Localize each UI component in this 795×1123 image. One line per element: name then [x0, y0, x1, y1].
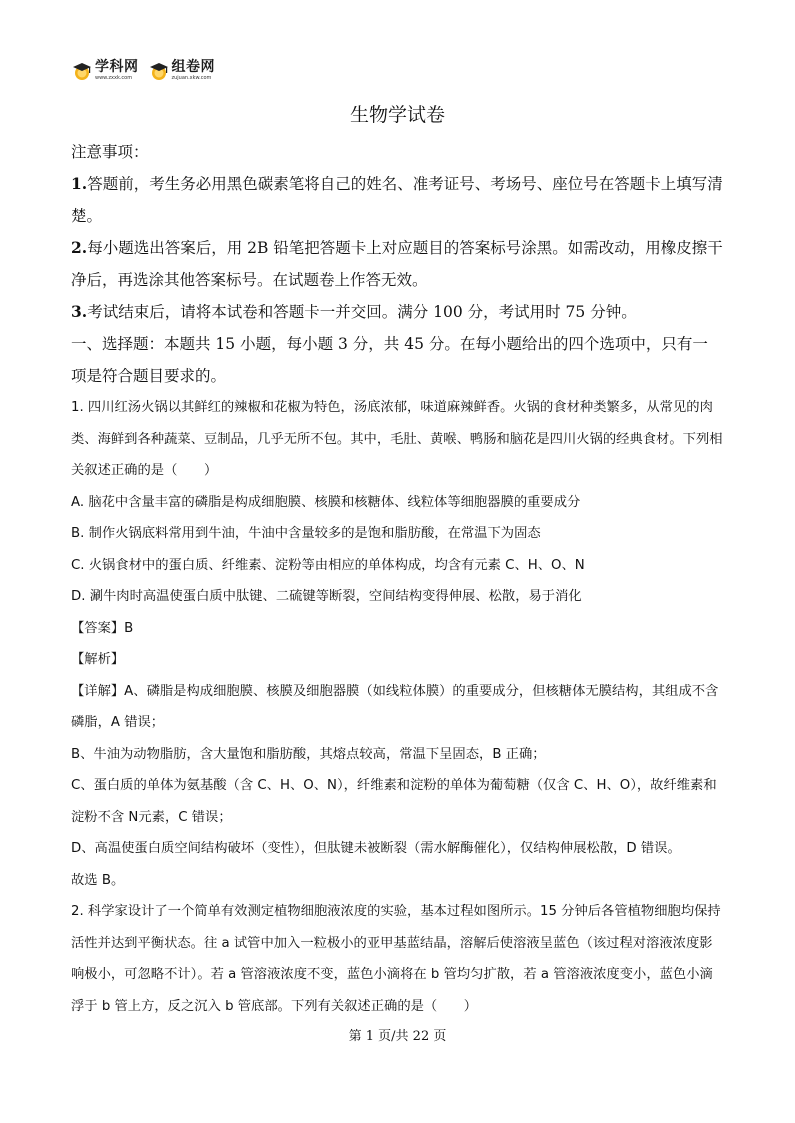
zujuanwang-logo [149, 60, 216, 81]
analysis-label: 【解析】 [71, 652, 125, 667]
question-1-option-c: C. 火锅食材中的蛋白质、纤维素、淀粉等由相应的单体构成，均含有元素 C、H、O、N [71, 557, 585, 573]
question-2-stem: 2. 科学家设计了一个简单有效测定植物细胞液浓度的实验，基本过程如图所示。15 分钟后各管植物细胞均保持活性并达到平衡状态。往 a 试管中加入一粒极小的亚甲基蓝结晶，溶解后使溶液呈蓝色（该过程对溶液浓度影响极小，可忽略不计）。若 a 管溶液浓度不变，蓝色小滴将在 b 管均匀扩散，若 a 管溶液浓度变小，蓝色小滴浮于 b 管上方，反之沉入 b 管底部。下列有关叙述正确的是（ ） [71, 904, 721, 1014]
question-1-stem: 1. 四川红汤火锅以其鲜红的辣椒和花椒为特色，汤底浓郁，味道麻辣鲜香。火锅的食材种类繁多，从常见的肉类、海鲜到各种蔬菜、豆制品，几乎无所不包。其中，毛肚、黄喉、鸭肠和脑花是四川火锅的经典食材。下列相关叙述正确的是（ ） [71, 400, 723, 478]
note-item [71, 232, 723, 296]
header-logos [72, 60, 215, 90]
question-1-option-a: A. 脑花中含量丰富的磷脂是构成细胞膜、核膜和核糖体、线粒体等细胞器膜的重要成分 [71, 494, 581, 510]
detail-paragraph: C、蛋白质的单体为氨基酸（含 C、H、O、N），纤维素和淀粉的单体为葡萄糖（仅含 C、H、O），故纤维素和淀粉不含 N元素，C 错误； [71, 778, 717, 825]
detail-paragraph: 【详解】A、磷脂是构成细胞膜、核膜及细胞器膜（如线粒体膜）的重要成分，但核糖体无膜结构，其组成不含磷脂，A 错误； [71, 683, 719, 730]
note-number: 1. [71, 174, 88, 193]
note-item [71, 168, 723, 232]
logo-url: www.zxxk.com [95, 75, 133, 81]
note-text: 考试结束后，请将本试卷和答题卡一并交回。满分 100 分，考试用时 75 分钟。 [87, 303, 637, 321]
page-title: 生物学试卷 [349, 104, 445, 126]
notes-heading: 注意事项： [71, 143, 149, 161]
section-heading: 一、选择题：本题共 15 小题，每小题 3 分，共 45 分。在每小题给出的四个选项中，只有一项是符合题目要求的。 [71, 335, 708, 385]
detail-paragraph: 故选 B。 [71, 872, 125, 888]
note-item [71, 296, 723, 328]
note-text: 每小题选出答案后，用 2B 铅笔把答题卡上对应题目的答案标号涂黑。如需改动，用橡皮擦干净后，再选涂其他答案标号。在试题卷上作答无效。 [71, 239, 723, 289]
note-number: 3. [71, 302, 88, 321]
question-1-option-d: D. 涮牛肉时高温使蛋白质中肽键、二硫键等断裂，空间结构变得伸展、松散，易于消化 [71, 589, 582, 604]
note-text: 答题前，考生务必用黑色碳素笔将自己的姓名、准考证号、考场号、座位号在答题卡上填写清楚。 [71, 175, 723, 225]
detail-paragraph: D、高温使蛋白质空间结构破坏（变性），但肽键未被断裂（需水解酶催化），仅结构伸展松散，D 错误。 [71, 841, 681, 856]
graduation-cap-icon [72, 61, 92, 81]
note-number: 2. [71, 238, 88, 257]
answer-label: 【答案】B [71, 620, 134, 636]
document-body [71, 136, 723, 1022]
graduation-cap-icon [149, 61, 169, 81]
logo-name: 学科网 [95, 59, 139, 75]
xuekewang-logo [72, 60, 139, 81]
question-1-option-b: B. 制作火锅底料常用到牛油，牛油中含量较多的是饱和脂肪酸，在常温下为固态 [71, 526, 541, 541]
logo-name: 组卷网 [171, 59, 215, 75]
detail-paragraph: B、牛油为动物脂肪，含大量饱和脂肪酸，其熔点较高，常温下呈固态，B 正确； [71, 746, 546, 762]
page-footer: 第 1 页/共 22 页 [348, 1029, 447, 1044]
logo-url: zujuan.xkw.com [171, 75, 212, 81]
